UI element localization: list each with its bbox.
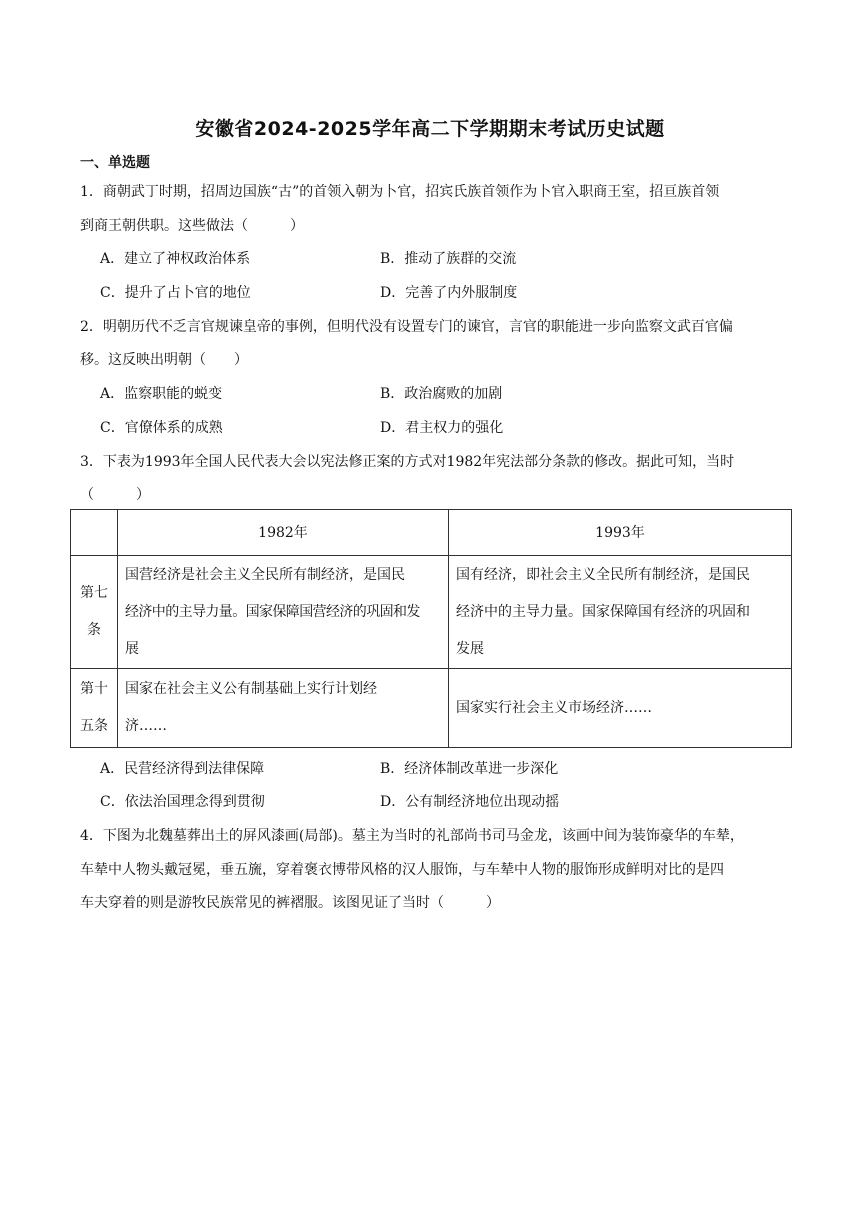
q1-option-b: B．推动了族群的交流 [380, 251, 517, 267]
table-cell-1993-article15: 国家实行社会主义市场经济…… [449, 669, 792, 748]
cell-line: 经济中的主导力量。国家保障国营经济的巩固和发 [125, 603, 420, 620]
q4-stem-line1: 4．下图为北魏墓葬出土的屏风漆画(局部)。墓主为当时的礼部尚书司马金龙，该画中间为装饰豪华的车辇， [80, 828, 744, 844]
q2-option-d: D．君主权力的强化 [380, 420, 504, 436]
table-header-row [71, 510, 792, 556]
q3-stem-line2: （ ） [80, 487, 150, 503]
cell-line: 发展 [456, 640, 484, 657]
cell-line: 济…… [125, 718, 167, 734]
q2-stem-line1: 2．明朝历代不乏言官规谏皇帝的事例，但明代没有设置专门的谏官，言官的职能进一步向监察文武百官偏 [80, 319, 733, 335]
cell-line: 国营经济是社会主义全民所有制经济，是国民 [125, 566, 405, 583]
q3-stem-line1: 3．下表为1993年全国人民代表大会以宪法修正案的方式对1982年宪法部分条款的修改。据此可知，当时 [80, 454, 735, 470]
q3-option-a: A．民营经济得到法律保障 [100, 761, 265, 777]
table-cell-1982-article7 [118, 556, 449, 669]
cell-line: 展 [125, 640, 139, 657]
q4-stem-line3: 车夫穿着的则是游牧民族常见的裤褶服。该图见证了当时（ ） [80, 895, 500, 911]
table-header-1982: 1982年 [118, 510, 449, 556]
row-label-line: 条 [87, 622, 101, 638]
table-row-label-article15 [71, 669, 118, 748]
q3-option-d: D．公有制经济地位出现动摇 [380, 794, 560, 810]
constitution-comparison-table [70, 509, 792, 748]
q2-option-b: B．政治腐败的加剧 [380, 386, 503, 402]
section-heading: 一、单选题 [80, 155, 150, 171]
row-label-line: 第十 [80, 681, 108, 697]
table-corner-cell [71, 510, 118, 556]
table-header-1993: 1993年 [449, 510, 792, 556]
q3-option-c: C．依法治国理念得到贯彻 [100, 794, 265, 810]
q1-option-c: C．提升了占卜官的地位 [100, 285, 251, 301]
cell-line: 经济中的主导力量。国家保障国有经济的巩固和 [456, 603, 750, 620]
table-cell-1993-article7 [449, 556, 792, 669]
cell-line: 国家在社会主义公有制基础上实行计划经 [125, 681, 377, 697]
q2-option-c: C．官僚体系的成熟 [100, 420, 223, 436]
q2-stem-line2: 移。这反映出明朝（ ） [80, 352, 248, 368]
table-row [71, 556, 792, 669]
row-label-line: 第七 [80, 585, 108, 601]
q1-stem-line1: 1．商朝武丁时期，招周边国族“古”的首领入朝为卜官，招宾氏族首领作为卜官入职商王室，招亘族首领 [80, 184, 720, 200]
table-row-label-article7 [71, 556, 118, 669]
q1-option-a: A．建立了神权政治体系 [100, 251, 251, 267]
page-title: 安徽省2024-2025学年高二下学期期末考试历史试题 [195, 118, 665, 140]
table-cell-1982-article15 [118, 669, 449, 748]
q1-option-d: D．完善了内外服制度 [380, 285, 518, 301]
q4-stem-line2: 车辇中人物头戴冠冕，垂五旒，穿着褒衣博带风格的汉人服饰，与车辇中人物的服饰形成鲜明对比的是四 [80, 862, 724, 878]
q2-option-a: A．监察职能的蜕变 [100, 386, 223, 402]
row-label-line: 五条 [80, 718, 108, 734]
cell-line: 国有经济，即社会主义全民所有制经济，是国民 [456, 566, 750, 583]
table-row [71, 669, 792, 748]
q1-stem-line2: 到商王朝供职。这些做法（ ） [80, 218, 304, 234]
q3-option-b: B．经济体制改革进一步深化 [380, 761, 559, 777]
